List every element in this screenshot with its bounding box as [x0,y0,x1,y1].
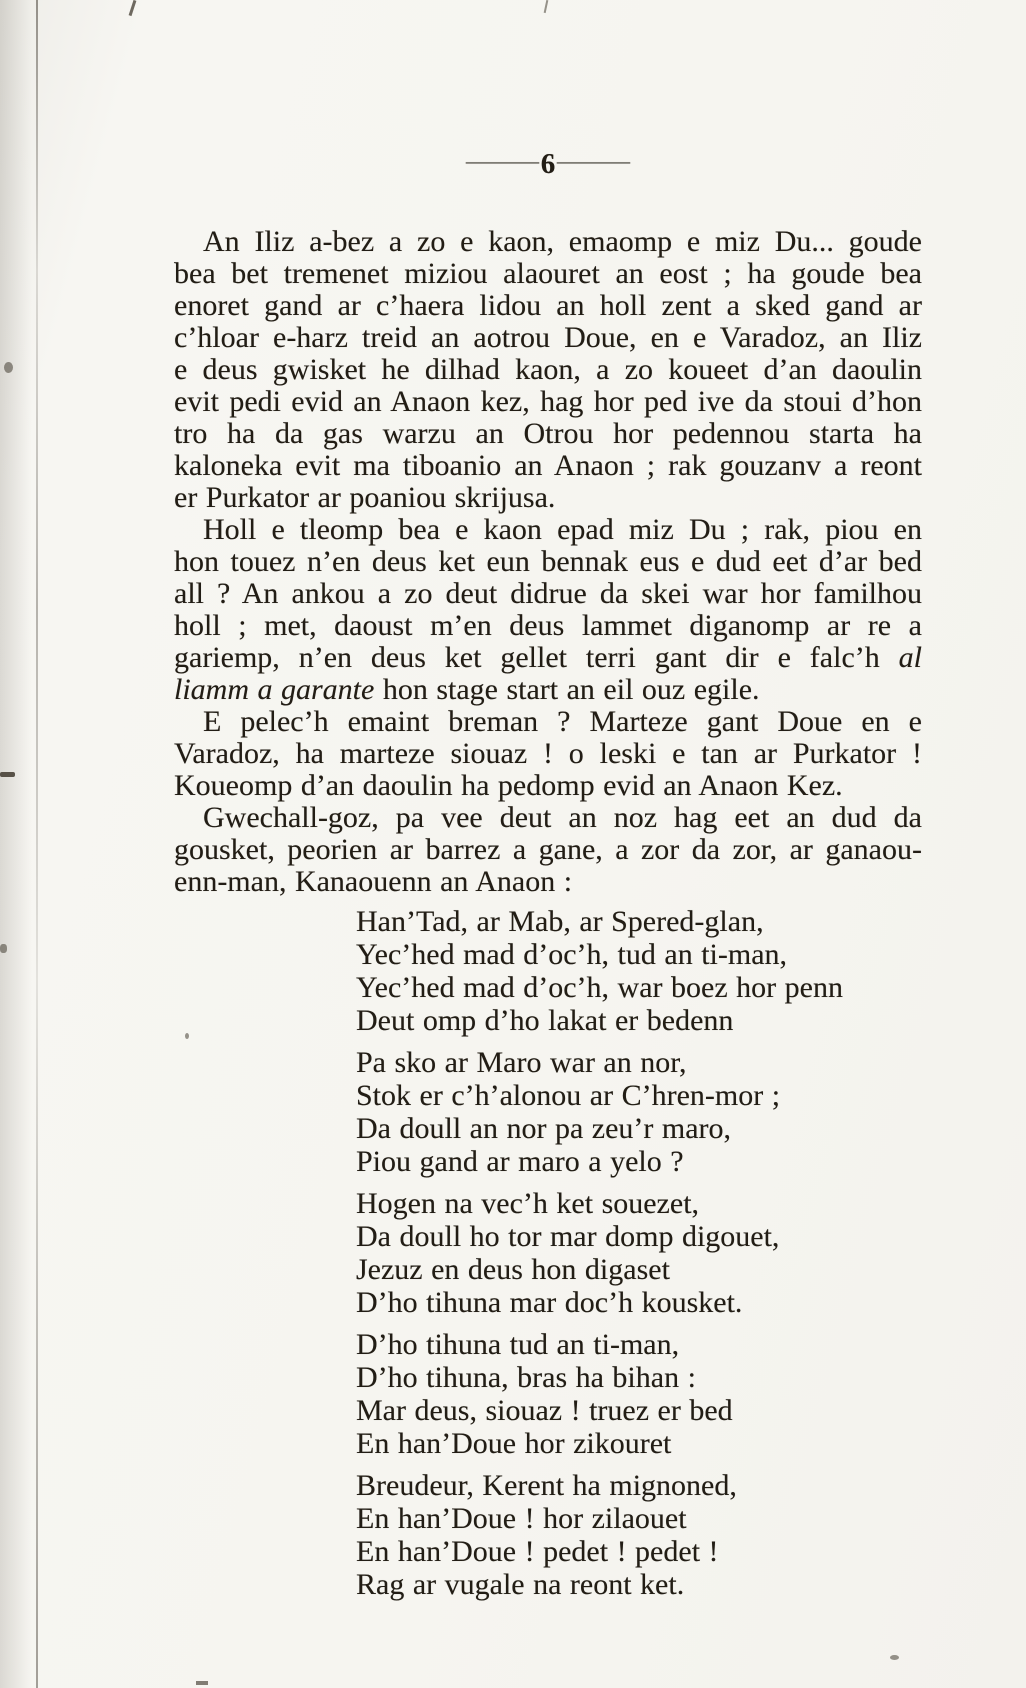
verse-line: Mar deus, siouaz ! truez er bed [356,1394,733,1427]
text-segment: gariemp, n’en deus ket gellet terri gant dir e falc’h [174,641,899,674]
text-line [174,322,922,354]
paragraph [174,706,922,802]
verse-line: D’ho tihuna, bras ha bihan : [356,1361,696,1394]
binding-line [36,0,38,1688]
scan-speck [196,1681,208,1685]
text-segment: er Purkator ar poaniou skrijusa. [174,481,556,514]
scan-speck [185,1033,189,1039]
stanza [356,1469,843,1601]
text-segment: hon touez n’en deus ket eun bennak eus e dud eet d’ar bed [174,545,922,578]
header-ornament-left: — [466,148,539,174]
verse-line: Yec’hed mad d’oc’h, tud an ti-man, [356,938,788,971]
stanza [356,1328,843,1460]
verse-line: Deut omp d’ho lakat er bedenn [356,1004,734,1037]
scan-speck [4,362,13,373]
text-segment: e deus gwisket he dilhad kaon, a zo koueet d’an daoulin [174,353,922,386]
text-segment: all ? An ankou a zo deut didrue da skei war hor familhou [174,577,922,610]
verse-line: Pa sko ar Maro war an nor, [356,1046,687,1079]
verse-line: En han’Doue ! hor zilaouet [356,1502,687,1535]
text-line [174,866,922,898]
text-line [174,354,922,386]
page-number: 6 [540,148,556,180]
text-line [174,706,922,738]
text-line [174,258,922,290]
verse-line: Hogen na vec’h ket souezet, [356,1187,700,1220]
poem [356,905,843,1610]
text-line [174,834,922,866]
text-segment: kaloneka evit ma tiboanio an Anaon ; rak gouzanv a reont [174,449,922,482]
scan-speck [0,772,15,777]
verse-line: Da doull ho tor mar domp digouet, [356,1220,780,1253]
text-line [174,642,922,674]
verse-line: D’ho tihuna mar doc’h kousket. [356,1286,743,1319]
verse-line: Han’Tad, ar Mab, ar Spered-glan, [356,905,764,938]
text-line [174,482,922,514]
stanza [356,905,843,1037]
text-segment: c’hloar e-harz treid an aotrou Doue, en e Varadoz, an Iliz [174,321,922,354]
text-line [174,418,922,450]
verse-line: En han’Doue ! pedet ! pedet ! [356,1535,719,1568]
paragraph [174,514,922,706]
verse-line: Piou gand ar maro a yelo ? [356,1145,684,1178]
verse-line: Rag ar vugale na reont ket. [356,1568,685,1601]
text-segment: evit pedi evid an Anaon kez, hag hor ped ive da stoui d’hon [174,385,922,418]
text-line [174,802,922,834]
verse-line: Stok er c’h’alonou ar C’hren-mor ; [356,1079,781,1112]
text-segment: hon stage start an eil ouz egile. [374,673,760,706]
header-ornament-right: — [557,148,630,174]
text-line [174,386,922,418]
text-line [174,610,922,642]
verse-line: Breudeur, Kerent ha mignoned, [356,1469,737,1502]
page-header [174,148,922,181]
text-segment: enn-man, Kanaouenn an Anaon : [174,865,573,898]
verse-line: Yec’hed mad d’oc’h, war boez hor penn [356,971,843,1004]
text-line [174,290,922,322]
scan-speck [544,0,549,13]
text-segment: Koueomp d’an daoulin ha pedomp evid an Anaon Kez. [174,769,843,802]
text-line [174,738,922,770]
text-segment: E pelec’h emaint breman ? Marteze gant Doue en e [203,705,922,738]
text-line [174,450,922,482]
stanza [356,1046,843,1178]
text-segment: holl ; met, daoust m’en deus lammet diganomp ar re a [174,609,922,642]
page-gutter-shadow [0,0,32,1688]
text-segment: enoret gand ar c’haera lidou an holl zent a sked gand ar [174,289,922,322]
verse-line: D’ho tihuna tud an ti-man, [356,1328,680,1361]
verse-line: Jezuz en deus hon digaset [356,1253,670,1286]
text-line [174,546,922,578]
paragraph [174,226,922,514]
text-segment: bea bet tremenet miziou alaouret an eost ; ha goude bea [174,257,922,290]
scan-speck [890,1655,899,1660]
text-segment: Varadoz, ha marteze siouaz ! o leski e tan ar Purkator ! [174,737,922,770]
body-text [174,226,922,898]
text-segment: gousket, peorien ar barrez a gane, a zor da zor, ar ganaou- [174,833,922,866]
text-line [174,514,922,546]
text-segment: Gwechall-goz, pa vee deut an noz hag eet an dud da [203,801,922,834]
italic-text: al [898,641,922,674]
text-line [174,226,922,258]
text-segment: Holl e tleomp bea e kaon epad miz Du ; rak, piou en [203,513,922,546]
stanza [356,1187,843,1319]
text-segment: tro ha da gas warzu an Otrou hor pedennou starta ha [174,417,922,450]
verse-line: Da doull an nor pa zeu’r maro, [356,1112,732,1145]
scan-speck [0,944,7,953]
scan-speck [129,0,137,16]
text-line [174,770,922,802]
text-segment: An Iliz a-bez a zo e kaon, emaomp e miz Du... goude [203,225,922,258]
verse-line: En han’Doue hor zikouret [356,1427,672,1460]
text-line [174,578,922,610]
text-line [174,674,922,706]
italic-text: liamm a garante [174,673,375,706]
paragraph [174,802,922,898]
